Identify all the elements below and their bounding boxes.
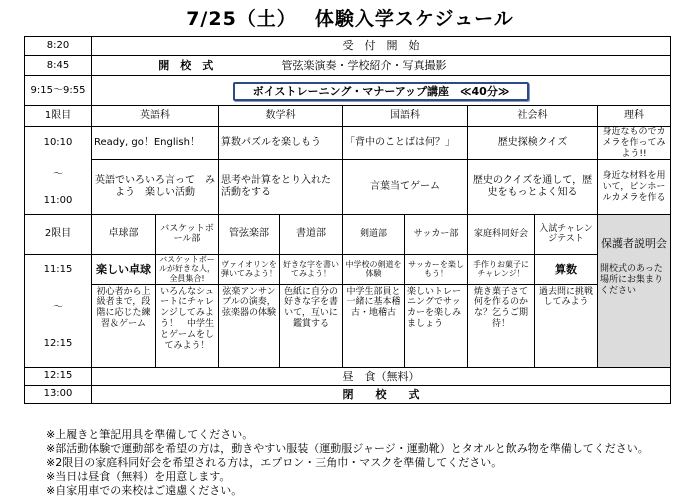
kendo-title: 中学校の剣道を体験 (343, 254, 405, 284)
lunch-label: 昼 食（無料） (92, 367, 671, 385)
basketball-title: バスケットボールが好きな人，全員集合! (156, 254, 219, 284)
club-orchestra: 管弦楽部 (219, 214, 280, 254)
english-title: Ready, go！English！ (92, 127, 219, 160)
time-tilde: ～ (53, 302, 63, 314)
japanese-title: 「背中のことばは何？」 (343, 127, 468, 160)
english-desc: 英語でいろいろ言って みよう 楽しい活動 (92, 160, 219, 215)
subject-social: 社会科 (468, 106, 598, 127)
period2-header-row (25, 214, 671, 254)
club-entrance-test: 入試チャレンジテスト (535, 214, 598, 254)
period1-header-row (25, 106, 671, 127)
soccer-title: サッカーを楽しもう！ (405, 254, 468, 284)
note-item: ※2限目の家庭科同好会を希望される方は，エプロン・三角巾・マスクを準備してください。 (46, 456, 503, 469)
basketball-desc: いろんなシュートにチャレンジしてみよう！ 中学生とゲームをしてみよう！ (156, 284, 219, 367)
home-economics-title: 手作りお菓子にチャレンジ！ (468, 254, 535, 284)
home-economics-desc: 焼き菓子さて何を作るのかな？乞うご期待！ (468, 284, 535, 367)
science-desc: 身近な材料を用いて，ピンホールカメラを作る (598, 160, 671, 215)
opening-label: 開 校 式 (92, 56, 280, 76)
row-lunch (25, 367, 671, 385)
calligraphy-desc: 色紙に自分の 好きな字を書いて，互いに鑑賞する (280, 284, 343, 367)
subject-japanese: 国語科 (343, 106, 468, 127)
time-cell: 12:15 (25, 367, 92, 385)
table-tennis-title: 楽しい卓球 (92, 254, 156, 284)
schedule-table (24, 36, 671, 404)
subject-english: 英語科 (92, 106, 219, 127)
time-cell: 13:00 (25, 385, 92, 403)
note-item: ※上履きと筆記用具を準備してください。 (46, 428, 254, 441)
note-item: ※部活動体験で運動部を希望の方は，動きやすい服装（運動服ジャージ・運動靴）とタオルと飲み物を準備してください。 (46, 442, 649, 455)
subject-science: 理科 (598, 106, 671, 127)
time-end: 12:15 (43, 338, 73, 350)
notes-section (46, 428, 649, 498)
time-cell: 8:20 (25, 37, 92, 56)
social-desc: 歴史のクイズを通して，歴史をもっとよく知る (468, 160, 598, 215)
soccer-desc: 楽しいトレーニングでサッカーを楽しみましょう (405, 284, 468, 367)
social-title: 歴史探検クイズ (468, 127, 598, 160)
time-start: 11:15 (25, 254, 92, 284)
reception-label: 受 付 開 始 (92, 37, 671, 56)
table-tennis-desc: 初心者から上級者まで，段階に応じた練習＆ゲーム (92, 284, 156, 367)
entrance-test-title: 算数 (535, 254, 598, 284)
japanese-desc: 言葉当てゲーム (343, 160, 468, 215)
orchestra-desc: 弦楽アンサンブルの演奏，弦楽器の体験 (219, 284, 280, 367)
time-cell: 9:15～9:55 (25, 76, 92, 106)
orchestra-title: ヴァイオリンを弾いてみよう！ (219, 254, 280, 284)
closing-label: 閉 校 式 (92, 385, 671, 403)
period1-desc-row (25, 160, 671, 215)
row-voice-training (25, 76, 671, 106)
note-item: ※当日は昼食（無料）を用意します。 (46, 470, 231, 483)
voice-training-label: ボイストレーニング・マナーアップ講座 ≪40分≫ (233, 82, 530, 101)
opening-detail: 管弦楽演奏・学校紹介・写真撮影 (280, 56, 671, 76)
time-cell: 8:45 (25, 56, 92, 76)
club-soccer: サッカー部 (405, 214, 468, 254)
note-item: ※自家用車での来校はご遠慮ください。 (46, 484, 243, 497)
page-title: 7/25（土） 体験入学スケジュール (186, 8, 514, 30)
time-start: 10:10 (25, 127, 92, 160)
subject-math: 数学科 (219, 106, 343, 127)
club-kendo: 剣道部 (343, 214, 405, 254)
club-calligraphy: 書道部 (280, 214, 343, 254)
math-desc: 思考や計算をとり入れた活動をする (219, 160, 343, 215)
period1-label: 1限目 (25, 106, 92, 127)
science-title: 身近なものでカメラを作ってみよう!! (598, 127, 671, 160)
period1-title-row (25, 127, 671, 160)
guardian-desc: 開校式のあった場所にお集まりください (600, 264, 664, 296)
row-opening (25, 56, 671, 76)
time-end: 11:00 (43, 194, 73, 206)
calligraphy-title: 好きな字を書いてみよう！ (280, 254, 343, 284)
time-tilde: ～ (53, 168, 63, 180)
row-reception (25, 37, 671, 56)
math-title: 算数パズルを楽しもう (219, 127, 343, 160)
kendo-desc: 中学生部員と一緒に基本稽古・地稽古 (343, 284, 405, 367)
period2-label: 2限目 (25, 214, 92, 254)
guardian-session: 保護者説明会 (601, 236, 667, 250)
entrance-test-desc: 過去問に挑戦してみよう (535, 284, 598, 367)
row-closing (25, 385, 671, 403)
period2-desc-row (25, 284, 671, 367)
period2-title-row (25, 254, 671, 284)
club-home-economics: 家庭科同好会 (468, 214, 535, 254)
club-table-tennis: 卓球部 (92, 214, 156, 254)
club-basketball: バスケットボール部 (156, 214, 219, 254)
